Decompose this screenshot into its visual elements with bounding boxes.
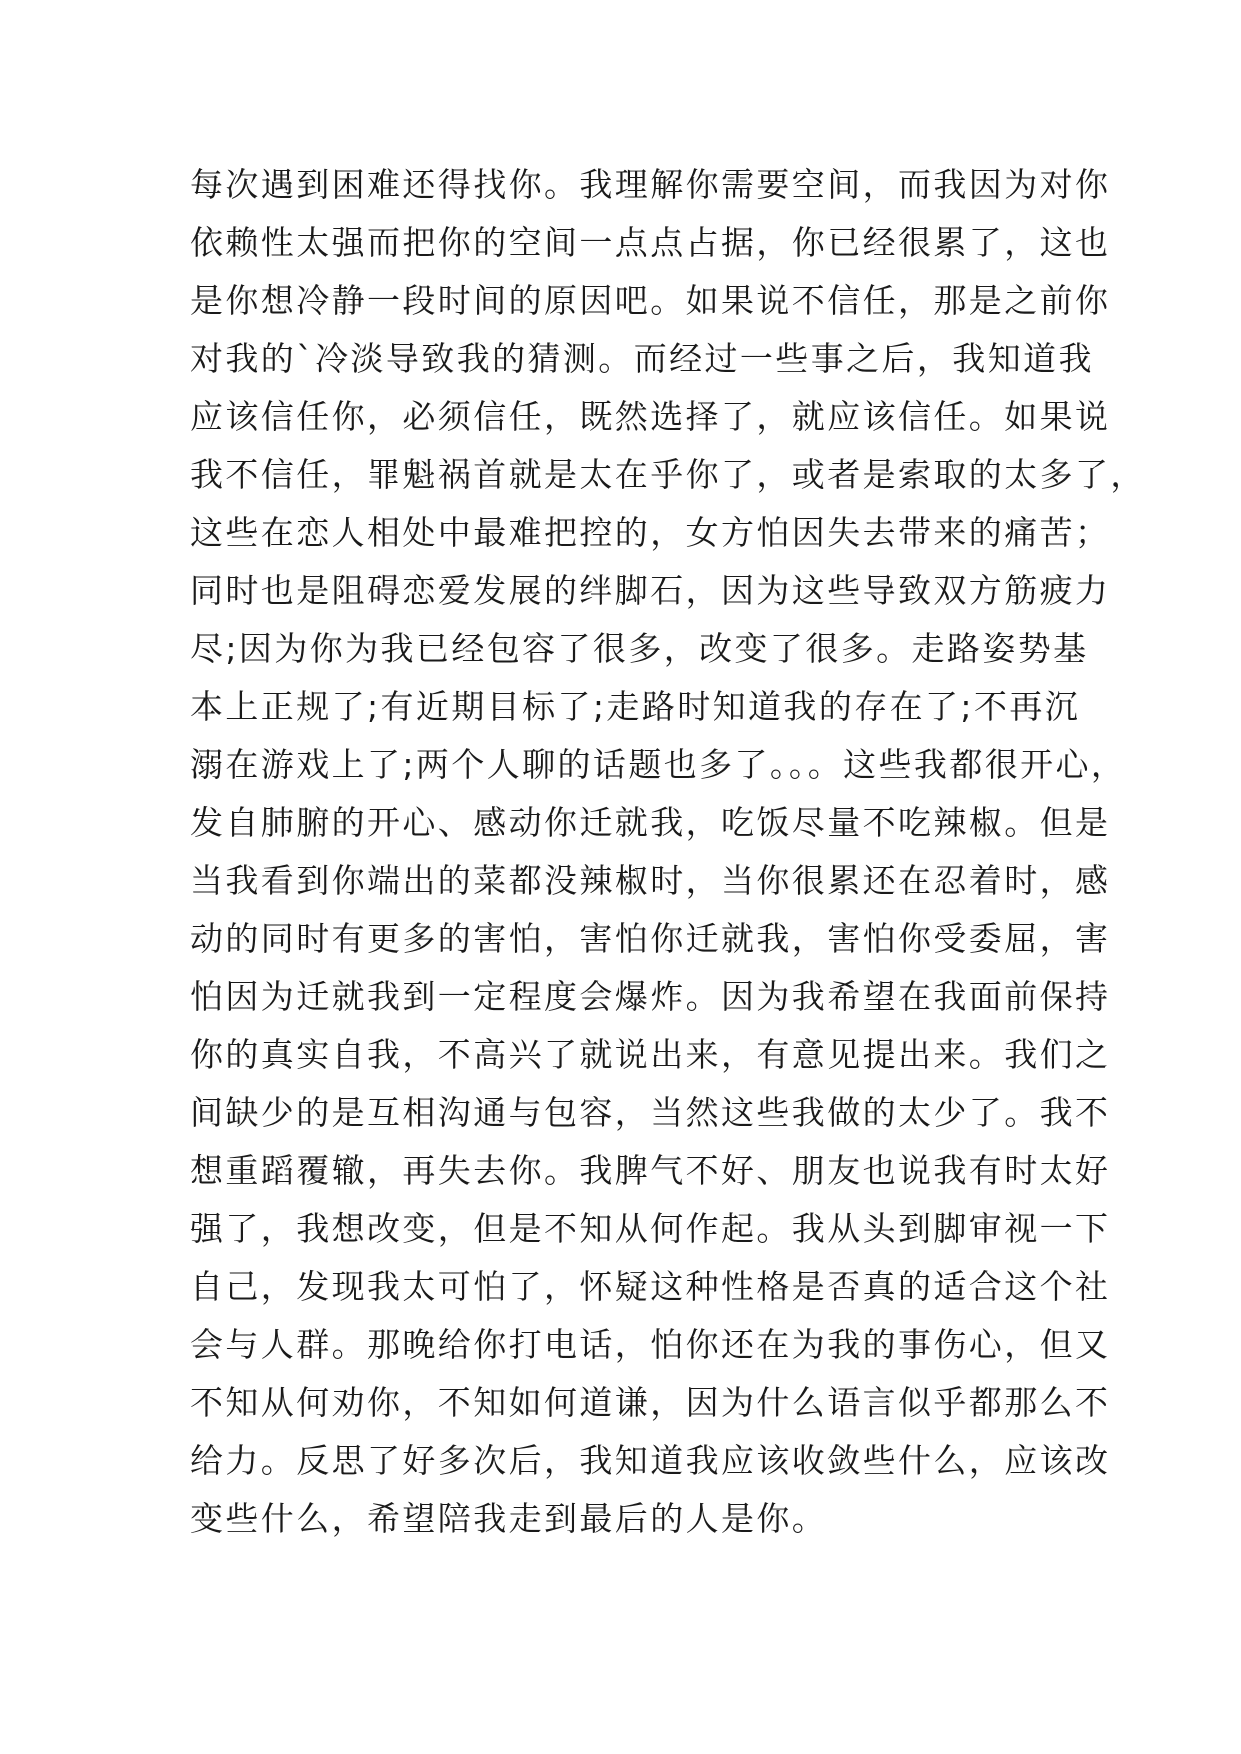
text-line: 动的同时有更多的害怕，害怕你迁就我，害怕你受委屈，害 [190,919,1111,958]
text-line: 是你想冷静一段时间的原因吧。如果说不信任，那是之前你 [190,281,1111,320]
text-line: 发自肺腑的开心、感动你迁就我，吃饭尽量不吃辣椒。但是 [190,803,1111,842]
text-line: 同时也是阻碍恋爱发展的绊脚石，因为这些导致双方筋疲力 [190,571,1111,610]
text-line: 你的真实自我，不高兴了就说出来，有意见提出来。我们之 [190,1035,1111,1074]
text-line: 依赖性太强而把你的空间一点点占据，你已经很累了，这也 [190,223,1111,262]
text-line: 变些什么，希望陪我走到最后的人是你。 [190,1499,828,1538]
text-line: 每次遇到困难还得找你。我理解你需要空间，而我因为对你 [190,165,1111,204]
text-line: 怕因为迁就我到一定程度会爆炸。因为我希望在我面前保持 [190,977,1111,1016]
text-line: 强了，我想改变，但是不知从何作起。我从头到脚审视一下 [190,1209,1111,1248]
text-line: 应该信任你，必须信任，既然选择了，就应该信任。如果说 [190,397,1111,436]
text-line: 不知从何劝你，不知如何道谦，因为什么语言似乎都那么不 [190,1383,1111,1422]
text-line: 给力。反思了好多次后，我知道我应该收敛些什么，应该改 [190,1441,1111,1480]
text-line: 当我看到你端出的菜都没辣椒时，当你很累还在忍着时，感 [190,861,1111,900]
body-paragraph [190,156,1146,1548]
text-line: 会与人群。那晚给你打电话，怕你还在为我的事伤心，但又 [190,1325,1111,1364]
text-line: 尽;因为你为我已经包容了很多，改变了很多。走路姿势基 [190,629,1089,668]
text-line: 这些在恋人相处中最难把控的，女方怕因失去带来的痛苦； [190,513,1111,552]
text-line: 本上正规了;有近期目标了;走路时知道我的存在了;不再沉 [190,687,1081,726]
text-line: 对我的`冷淡导致我的猜测。而经过一些事之后，我知道我 [190,339,1094,378]
text-line: 我不信任，罪魁祸首就是太在乎你了，或者是索取的太多了， [190,455,1146,494]
text-line: 间缺少的是互相沟通与包容，当然这些我做的太少了。我不 [190,1093,1111,1132]
text-line: 溺在游戏上了;两个人聊的话题也多了。。。这些我都很开心， [190,745,1127,784]
text-line: 自己，发现我太可怕了，怀疑这种性格是否真的适合这个社 [190,1267,1111,1306]
text-line: 想重蹈覆辙，再失去你。我脾气不好、朋友也说我有时太好 [190,1151,1111,1190]
